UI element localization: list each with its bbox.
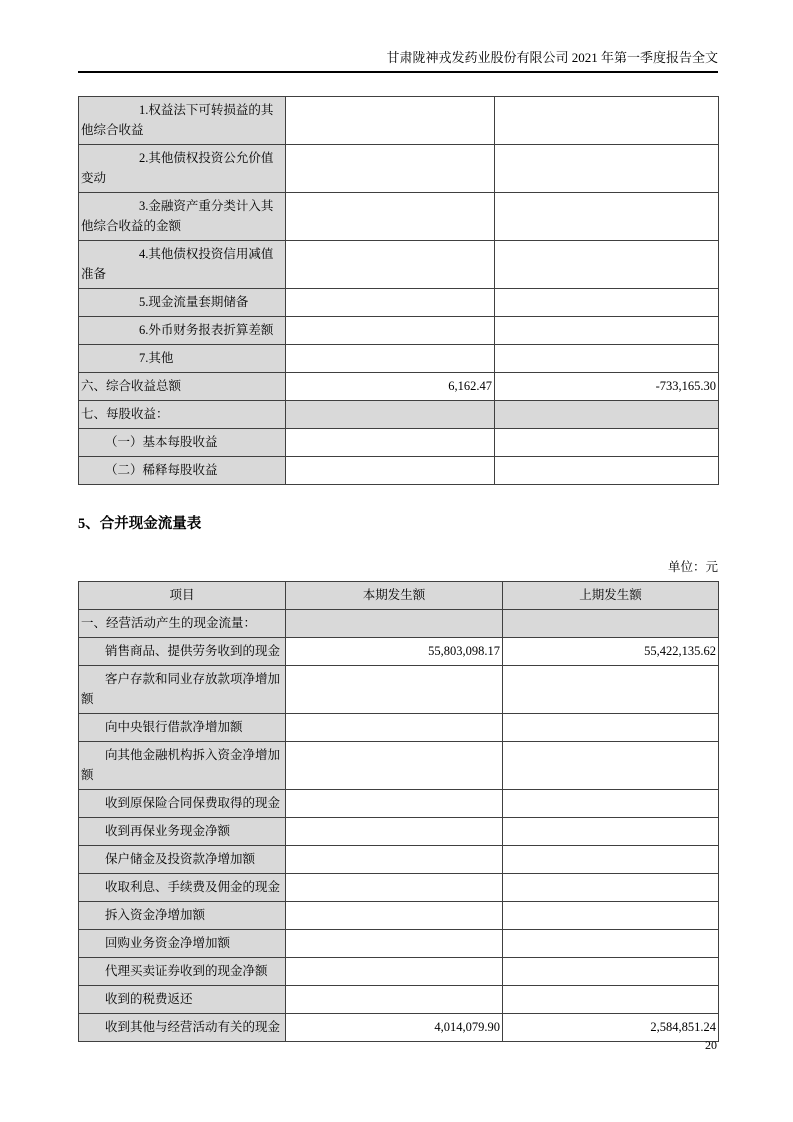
item-label-cell: 客户存款和同业存放款项净增加额 [79, 666, 286, 714]
document-header-title: 甘肃陇神戎发药业股份有限公司 2021 年第一季度报告全文 [386, 50, 718, 65]
table-row [79, 610, 719, 638]
item-label-cell: 保户储金及投资款净增加额 [79, 846, 286, 874]
prior-amount-cell [495, 457, 719, 485]
prior-amount-cell [503, 930, 719, 958]
prior-amount-cell [503, 958, 719, 986]
item-label-cell: 六、综合收益总额 [79, 373, 286, 401]
current-amount-cell [286, 345, 495, 373]
current-amount-cell [286, 317, 495, 345]
column-header: 上期发生额 [503, 582, 719, 610]
item-label-cell: 收到原保险合同保费取得的现金 [79, 790, 286, 818]
table-row [79, 1014, 719, 1042]
document-header [78, 0, 718, 66]
table-row [79, 401, 719, 429]
current-amount-cell [286, 846, 503, 874]
table-row [79, 874, 719, 902]
prior-amount-cell [503, 666, 719, 714]
item-label-cell: 3.金融资产重分类计入其他综合收益的金额 [79, 193, 286, 241]
current-amount-cell [286, 986, 503, 1014]
table-row [79, 714, 719, 742]
table-row [79, 790, 719, 818]
item-label-cell: 4.其他债权投资信用减值准备 [79, 241, 286, 289]
item-label-cell: 7.其他 [79, 345, 286, 373]
page-number: 20 [705, 1038, 717, 1052]
prior-amount-cell [503, 846, 719, 874]
table-row [79, 958, 719, 986]
comprehensive-income-table [78, 96, 719, 485]
table-row [79, 742, 719, 790]
prior-amount-cell [495, 145, 719, 193]
current-amount-cell [286, 289, 495, 317]
prior-amount-cell: -733,165.30 [495, 373, 719, 401]
current-amount-cell [286, 742, 503, 790]
current-amount-cell [286, 874, 503, 902]
prior-amount-cell [503, 902, 719, 930]
table-row [79, 986, 719, 1014]
prior-amount-cell [495, 97, 719, 145]
table-row [79, 902, 719, 930]
current-amount-cell [286, 714, 503, 742]
item-label-cell: 收到其他与经营活动有关的现金 [79, 1014, 286, 1042]
unit-label: 单位：元 [667, 560, 718, 574]
item-label-cell: 向其他金融机构拆入资金净增加额 [79, 742, 286, 790]
table-row [79, 145, 719, 193]
item-label-cell: 回购业务资金净增加额 [79, 930, 286, 958]
prior-amount-cell: 2,584,851.24 [503, 1014, 719, 1042]
prior-amount-cell [495, 193, 719, 241]
item-label-cell: 一、经营活动产生的现金流量： [79, 610, 286, 638]
prior-amount-cell [503, 818, 719, 846]
item-label-cell: 向中央银行借款净增加额 [79, 714, 286, 742]
table-row [79, 818, 719, 846]
cash-flow-table [78, 581, 719, 1042]
current-amount-cell [286, 790, 503, 818]
item-label-cell: （二）稀释每股收益 [79, 457, 286, 485]
item-label-cell: 2.其他债权投资公允价值变动 [79, 145, 286, 193]
table-row [79, 97, 719, 145]
current-amount-cell: 4,014,079.90 [286, 1014, 503, 1042]
comprehensive-income-table-body [79, 97, 719, 485]
column-header: 本期发生额 [286, 582, 503, 610]
current-amount-cell: 6,162.47 [286, 373, 495, 401]
prior-amount-cell [503, 790, 719, 818]
item-label-cell: 5.现金流量套期储备 [79, 289, 286, 317]
table-row [79, 373, 719, 401]
item-label-cell: 收到的税费返还 [79, 986, 286, 1014]
current-amount-cell [286, 401, 495, 429]
prior-amount-cell: 55,422,135.62 [503, 638, 719, 666]
item-label-cell: 1.权益法下可转损益的其他综合收益 [79, 97, 286, 145]
prior-amount-cell [495, 317, 719, 345]
table-row [79, 429, 719, 457]
table-row [79, 193, 719, 241]
prior-amount-cell [503, 986, 719, 1014]
item-label-cell: 销售商品、提供劳务收到的现金 [79, 638, 286, 666]
section-title: 5、合并现金流量表 [78, 516, 202, 532]
cash-flow-table-body [79, 610, 719, 1042]
current-amount-cell: 55,803,098.17 [286, 638, 503, 666]
current-amount-cell [286, 666, 503, 714]
current-amount-cell [286, 97, 495, 145]
item-label-cell: 6.外币财务报表折算差额 [79, 317, 286, 345]
current-amount-cell [286, 457, 495, 485]
current-amount-cell [286, 429, 495, 457]
table-row [79, 345, 719, 373]
prior-amount-cell [495, 241, 719, 289]
table-row [79, 289, 719, 317]
table-row [79, 846, 719, 874]
prior-amount-cell [503, 742, 719, 790]
item-label-cell: 代理买卖证券收到的现金净额 [79, 958, 286, 986]
prior-amount-cell [503, 874, 719, 902]
current-amount-cell [286, 241, 495, 289]
table-row [79, 930, 719, 958]
current-amount-cell [286, 610, 503, 638]
prior-amount-cell [495, 401, 719, 429]
item-label-cell: 收到再保业务现金净额 [79, 818, 286, 846]
table-row [79, 638, 719, 666]
prior-amount-cell [495, 289, 719, 317]
current-amount-cell [286, 902, 503, 930]
item-label-cell: 拆入资金净增加额 [79, 902, 286, 930]
item-label-cell: （一）基本每股收益 [79, 429, 286, 457]
item-label-cell: 七、每股收益： [79, 401, 286, 429]
current-amount-cell [286, 818, 503, 846]
current-amount-cell [286, 145, 495, 193]
prior-amount-cell [495, 429, 719, 457]
prior-amount-cell [503, 610, 719, 638]
cash-flow-table-head [79, 582, 719, 610]
table-row [79, 457, 719, 485]
current-amount-cell [286, 930, 503, 958]
header-rule [78, 71, 718, 73]
prior-amount-cell [503, 714, 719, 742]
item-label-cell: 收取利息、手续费及佣金的现金 [79, 874, 286, 902]
table-row [79, 317, 719, 345]
current-amount-cell [286, 958, 503, 986]
current-amount-cell [286, 193, 495, 241]
table-row [79, 666, 719, 714]
prior-amount-cell [495, 345, 719, 373]
table-row [79, 241, 719, 289]
header-row [79, 582, 719, 610]
column-header: 项目 [79, 582, 286, 610]
